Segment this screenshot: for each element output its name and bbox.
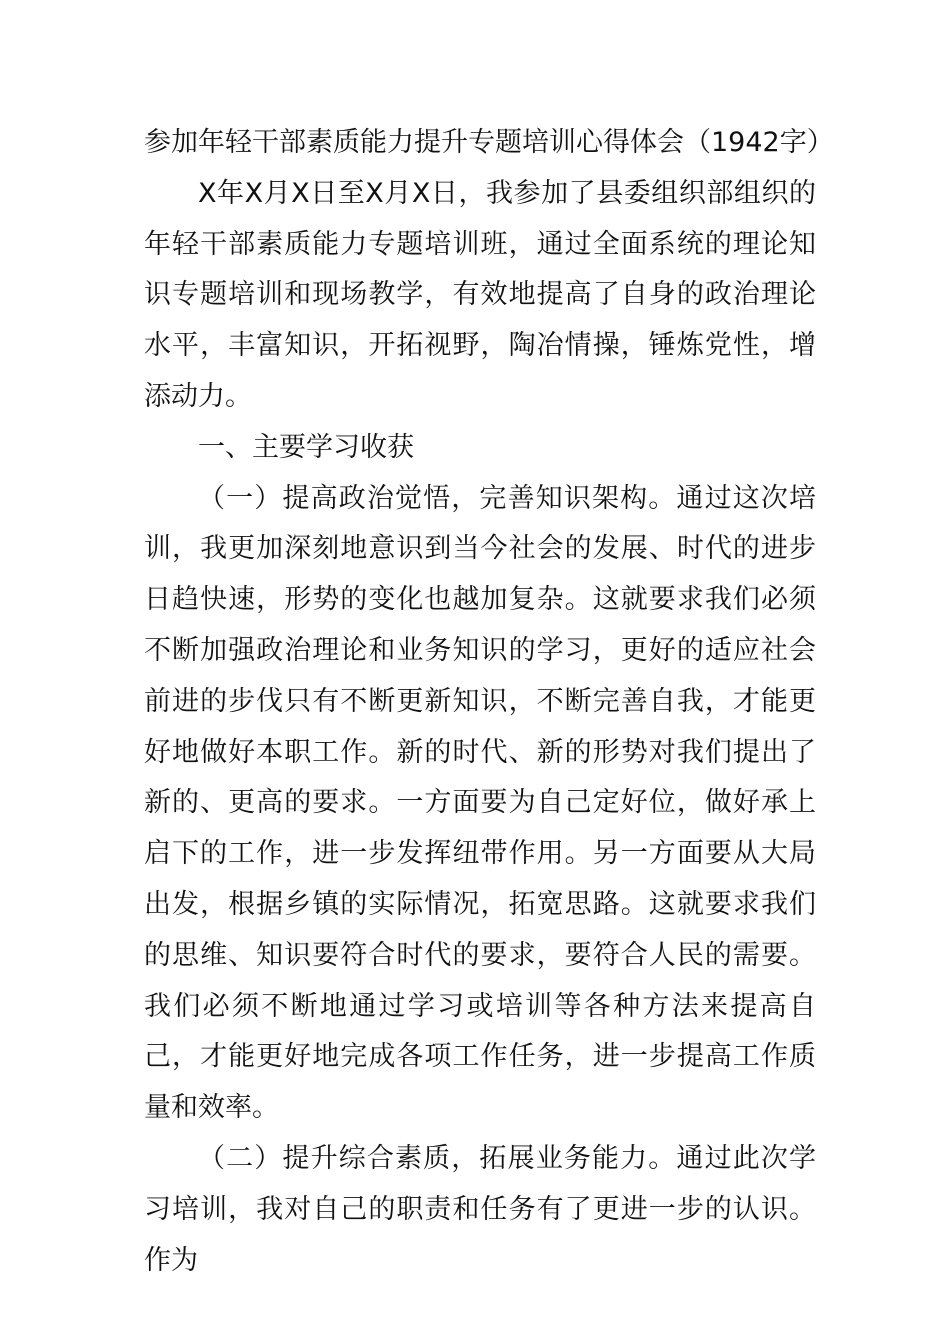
paragraph-comprehensive-quality: （二）提升综合素质，拓展业务能力。通过此次学习培训，我对自己的职责和任务有了更进一步的认识。作为 bbox=[144, 1142, 816, 1276]
section-heading-main-gains: 一、主要学习收获 bbox=[198, 431, 414, 463]
document-title: 参加年轻干部素质能力提升专题培训心得体会（1942字） bbox=[144, 127, 834, 158]
document-body bbox=[144, 118, 834, 1286]
paragraph-intro: X年X月X日至X月X日，我参加了县委组织部组织的年轻干部素质能力专题培训班，通过全面系统的理论知识专题培训和现场教学，有效地提高了自身的政治理论水平，丰富知识，开拓视野，陶冶情操，锤炼党性，增添动力。 bbox=[144, 177, 816, 412]
paragraph-political-awareness: （一）提高政治觉悟，完善知识架构。通过这次培训，我更加深刻地意识到当今社会的发展、时代的进步日趋快速，形势的变化也越加复杂。这就要求我们必须不断加强政治理论和业务知识的学习，更好的适应社会前进的步伐只有不断更新知识，不断完善自我，才能更好地做好本职工作。新的时代、新的形势对我们提出了新的、更高的要求。一方面要为自己定好位，做好承上启下的工作，进一步发挥纽带作用。另一方面要从大局出发，根据乡镇的实际情况，拓宽思路。这就要求我们的思维、知识要符合时代的要求，要符合人民的需要。我们必须不断地通过学习或培训等各种方法来提高自己，才能更好地完成各项工作任务，进一步提高工作质量和效率。 bbox=[144, 482, 816, 1124]
